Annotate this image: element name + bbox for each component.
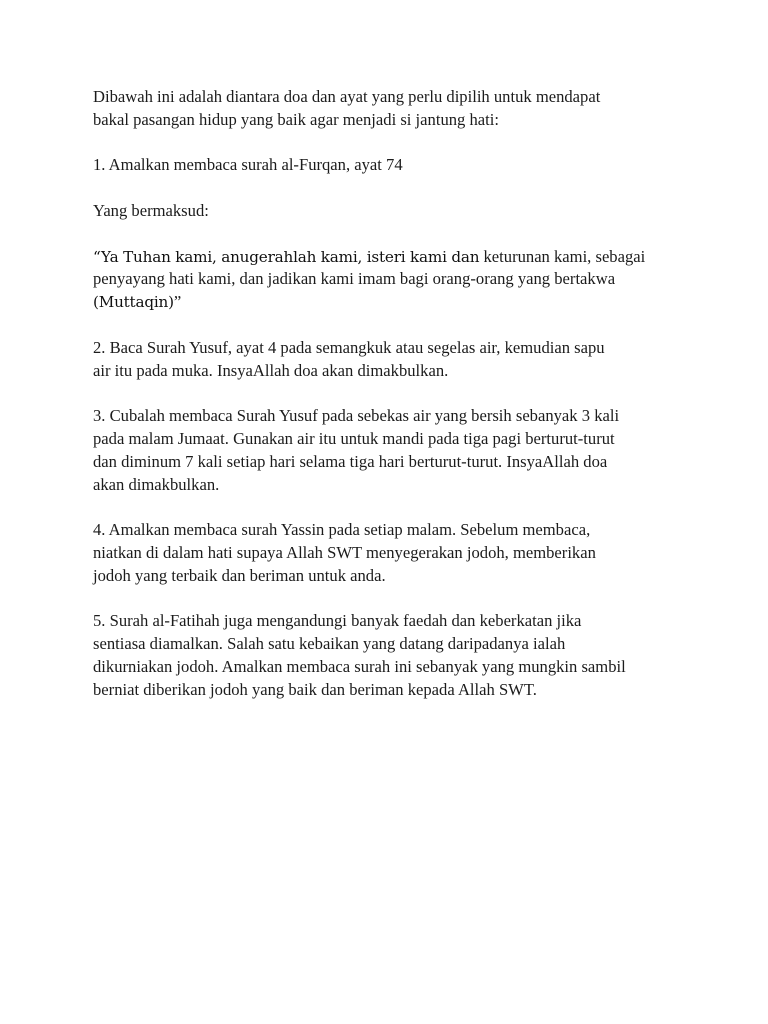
item-3-paragraph: 3. Cubalah membaca Surah Yusuf pada sebekas air yang bersih sebanyak 3 kali pada malam Jumaat. Gunakan air itu untuk mandi pada tiga pagi berturut-turut dan diminum 7 kali setiap hari selama tiga hari berturut-turut. InsyaAllah doa akan dimakbulkan.	[93, 406, 620, 494]
meaning-label: Yang bermaksud:	[93, 200, 209, 220]
item-2-paragraph: 2. Baca Surah Yusuf, ayat 4 pada semangkuk atau segelas air, kemudian sapu air itu pada muka. InsyaAllah doa akan dimakbulkan.	[93, 337, 605, 380]
quote-middle-text: keturunan kami, sebagai penyayang hati kami, dan jadikan kami imam bagi orang-orang yang bertakwa	[93, 246, 646, 289]
item-1-paragraph: 1. Amalkan membaca surah al-Furqan, ayat 74	[93, 155, 403, 175]
document-page	[93, 86, 693, 724]
item-4-paragraph: 4. Amalkan membaca surah Yassin pada setiap malam. Sebelum membaca, niatkan di dalam hati supaya Allah SWT menyegerakan jodoh, memberikan jodoh yang terbaik dan beriman untuk anda.	[93, 520, 596, 585]
quote-paragraph	[93, 246, 693, 314]
item-5-paragraph: 5. Surah al-Fatihah juga mengandungi banyak faedah dan keberkatan jika sentiasa diamalkan. Salah satu kebaikan yang datang daripadanya ialah dikurniakan jodoh. Amalkan membaca surah ini sebanyak yang mungkin sambil berniat diberikan jodoh yang baik dan beriman kepada Allah SWT.	[93, 611, 626, 699]
quote-muttaqin-text: (Muttaqin)	[93, 293, 174, 312]
quote-closing-mark: ”	[173, 292, 182, 312]
intro-paragraph: Dibawah ini adalah diantara doa dan ayat yang perlu dipilih untuk mendapat bakal pasangan hidup yang baik agar menjadi si jantung hati:	[93, 87, 601, 129]
quote-opening-text: “Ya Tuhan kami, anugerahlah kami, isteri kami dan	[93, 247, 480, 266]
